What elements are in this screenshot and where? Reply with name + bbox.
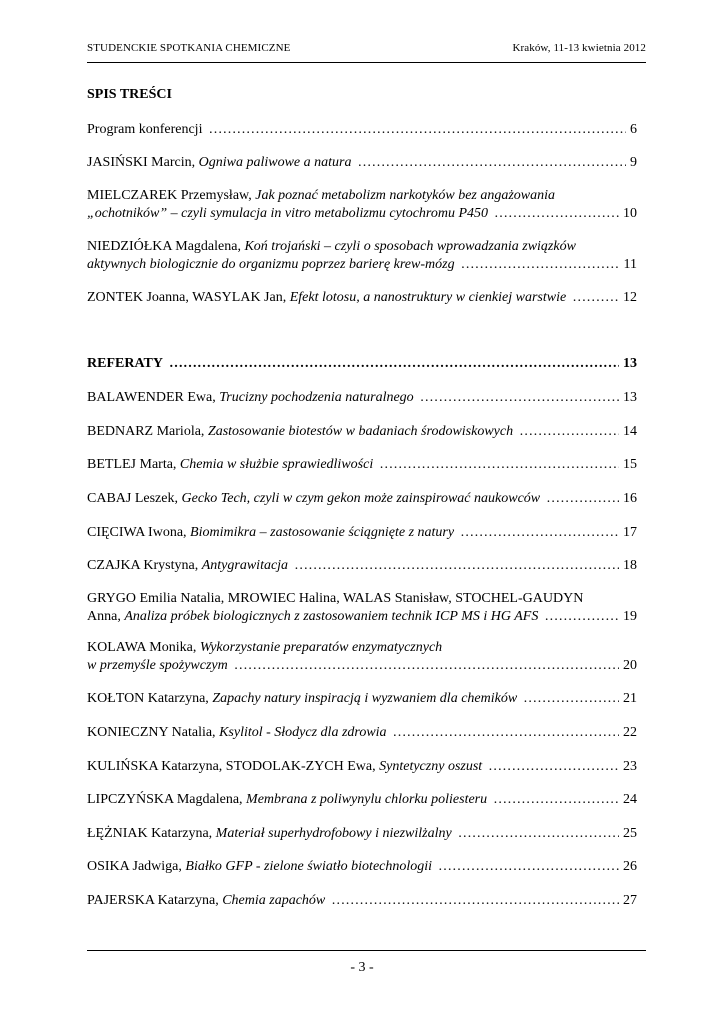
- toc-entry[interactable]: [87, 389, 637, 407]
- entry-page: 16: [623, 491, 637, 506]
- entry-title: Materiał superhydrofobowy i niezwilżalny: [215, 826, 452, 841]
- toc-entry[interactable]: [87, 690, 637, 708]
- entry-title: Efekt lotosu, a nanostruktury w cienkiej warstwie: [289, 290, 567, 305]
- dot-leader: [420, 389, 619, 407]
- entry-page: 14: [623, 424, 637, 439]
- dot-leader: [461, 256, 620, 274]
- toc-entry[interactable]: [87, 791, 637, 809]
- entry-page: 13: [623, 356, 637, 371]
- dot-leader: [494, 205, 619, 223]
- toc-entry[interactable]: [87, 858, 637, 876]
- header-journal-name: STUDENCKIE SPOTKANIA CHEMICZNE: [87, 42, 291, 54]
- entry-page: 12: [623, 290, 637, 305]
- entry-title-cont: „ochotników” – czyli symulacja in vitro metabolizmu cytochromu P450: [87, 206, 489, 221]
- toc-entry[interactable]: [87, 524, 637, 542]
- entry-title: Gecko Tech, czyli w czym gekon może zainspirować naukowców: [181, 491, 541, 506]
- toc-entry[interactable]: [87, 490, 637, 508]
- dot-leader: [208, 121, 626, 139]
- entry-title: Syntetyczny oszust: [379, 759, 483, 774]
- dot-leader: [393, 724, 619, 742]
- entry-page: 18: [623, 558, 637, 573]
- entry-page: 17: [623, 525, 637, 540]
- entry-author: NIEDZIÓŁKA Magdalena,: [87, 239, 245, 254]
- entry-author: Program konferencji: [87, 122, 203, 137]
- entry-author: CABAJ Leszek,: [87, 491, 182, 506]
- entry-page: 6: [630, 122, 637, 137]
- dot-leader: [519, 423, 619, 441]
- toc-entry[interactable]: [87, 187, 637, 223]
- entry-author: KOŁTON Katarzyna,: [87, 691, 213, 706]
- entry-page: 10: [623, 206, 637, 221]
- entry-author: LIPCZYŃSKA Magdalena,: [87, 792, 247, 807]
- dot-leader: [294, 557, 619, 575]
- header-rule: [87, 62, 646, 63]
- entry-title: Jak poznać metabolizm narkotyków bez angażowania: [255, 188, 556, 203]
- entry-title: Membrana z poliwynylu chlorku poliesteru: [246, 792, 488, 807]
- toc-entry[interactable]: [87, 892, 637, 910]
- entry-author: CIĘCIWA Iwona,: [87, 525, 191, 540]
- entry-author: CZAJKA Krystyna,: [87, 558, 202, 573]
- toc-entry[interactable]: [87, 557, 637, 575]
- entry-title: Chemia w służbie sprawiedliwości: [179, 457, 374, 472]
- footer-rule: [87, 950, 646, 951]
- entry-title: Analiza próbek biologicznych z zastosowaniem technik ICP MS i HG AFS: [124, 609, 539, 624]
- entry-author: ZONTEK Joanna, WASYLAK Jan,: [87, 290, 290, 305]
- entry-page: 13: [623, 390, 637, 405]
- toc-entry[interactable]: [87, 154, 637, 172]
- entry-author: BETLEJ Marta,: [87, 457, 180, 472]
- entry-page: 25: [623, 826, 637, 841]
- toc-entry[interactable]: [87, 758, 637, 776]
- entry-page: 15: [623, 457, 637, 472]
- entry-author: KULIŃSKA Katarzyna, STODOLAK-ZYCH Ewa,: [87, 759, 380, 774]
- entry-author: PAJERSKA Katarzyna,: [87, 893, 223, 908]
- entry-page: 9: [630, 155, 637, 170]
- toc-entry[interactable]: [87, 724, 637, 742]
- toc-entry[interactable]: [87, 238, 637, 274]
- dot-leader: [379, 456, 619, 474]
- entry-author: KOLAWA Monika,: [87, 640, 200, 655]
- toc-entry[interactable]: [87, 825, 637, 843]
- entry-page: 21: [623, 691, 637, 706]
- dot-leader: [438, 858, 619, 876]
- dot-leader: [493, 791, 619, 809]
- toc-entry[interactable]: [87, 456, 637, 474]
- entry-author: GRYGO Emilia Natalia, MROWIEC Halina, WALAS Stanisław, STOCHEL-GAUDYN: [87, 591, 584, 606]
- toc-entry[interactable]: [87, 423, 637, 441]
- entry-page: 11: [623, 257, 637, 272]
- entry-author-cont: Anna,: [87, 609, 125, 624]
- entry-page: 26: [623, 859, 637, 874]
- dot-leader: [572, 289, 619, 307]
- entry-author: OSIKA Jadwiga,: [87, 859, 186, 874]
- entry-page: 24: [623, 792, 637, 807]
- entry-title: Biomimikra – zastosowanie ściągnięte z natury: [190, 525, 455, 540]
- entry-page: 19: [623, 609, 637, 624]
- dot-leader: [544, 608, 619, 626]
- dot-leader: [357, 154, 626, 172]
- toc-entry[interactable]: [87, 590, 637, 626]
- entry-author: BEDNARZ Mariola,: [87, 424, 208, 439]
- dot-leader: [331, 892, 619, 910]
- entry-title-cont: aktywnych biologicznie do organizmu poprzez barierę krew-mózg: [87, 257, 455, 272]
- dot-leader: [546, 490, 619, 508]
- entry-title: Ogniwa paliwowe a natura: [198, 155, 352, 170]
- entry-page: 23: [623, 759, 637, 774]
- toc-entry[interactable]: [87, 639, 637, 675]
- entry-title-cont: w przemyśle spożywczym: [87, 658, 228, 673]
- dot-leader: [458, 825, 619, 843]
- header-place-date: Kraków, 11-13 kwietnia 2012: [512, 42, 646, 54]
- section-heading: REFERATY: [87, 356, 163, 371]
- toc-entry[interactable]: [87, 121, 637, 139]
- toc-heading: SPIS TREŚCI: [87, 87, 172, 102]
- entry-author: KONIECZNY Natalia,: [87, 725, 220, 740]
- toc-section-referaty[interactable]: [87, 355, 637, 373]
- entry-title: Zastosowanie biotestów w badaniach środowiskowych: [207, 424, 514, 439]
- entry-author: MIELCZAREK Przemysław,: [87, 188, 256, 203]
- toc-entry[interactable]: [87, 289, 637, 307]
- entry-author: JASIŃSKI Marcin,: [87, 155, 199, 170]
- entry-author: BALAWENDER Ewa,: [87, 390, 220, 405]
- entry-title: Chemia zapachów: [222, 893, 326, 908]
- entry-page: 20: [623, 658, 637, 673]
- entry-title: Białko GFP - zielone światło biotechnologii: [185, 859, 433, 874]
- entry-title: Ksylitol - Słodycz dla zdrowia: [219, 725, 387, 740]
- entry-title: Koń trojański – czyli o sposobach wprowadzania związków: [244, 239, 576, 254]
- dot-leader: [523, 690, 619, 708]
- entry-page: 22: [623, 725, 637, 740]
- dot-leader: [460, 524, 619, 542]
- dot-leader: [169, 355, 619, 373]
- entry-title: Trucizny pochodzenia naturalnego: [219, 390, 414, 405]
- dot-leader: [234, 657, 619, 675]
- entry-title: Wykorzystanie preparatów enzymatycznych: [199, 640, 443, 655]
- entry-title: Antygrawitacja: [201, 558, 289, 573]
- entry-page: 27: [623, 893, 637, 908]
- entry-author: ŁĘŻNIAK Katarzyna,: [87, 826, 216, 841]
- dot-leader: [488, 758, 619, 776]
- entry-title: Zapachy natury inspiracją i wyzwaniem dla chemików: [212, 691, 518, 706]
- page-number: - 3 -: [350, 960, 374, 975]
